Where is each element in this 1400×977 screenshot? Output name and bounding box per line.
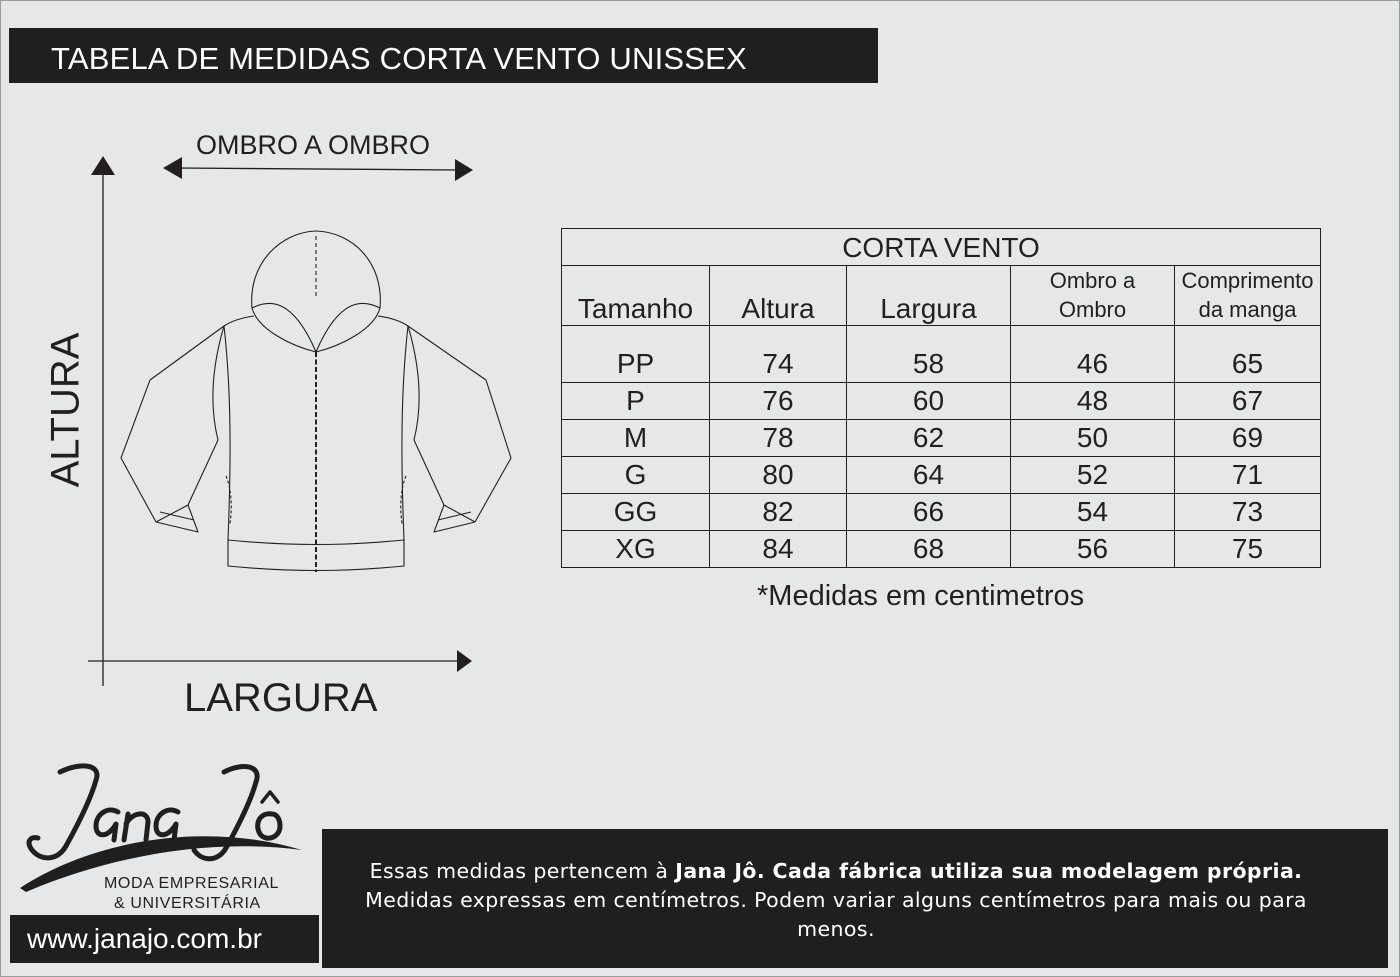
- width-label: LARGURA: [184, 676, 378, 720]
- website-banner: [10, 915, 319, 963]
- brand-tagline-2: & UNIVERSITÁRIA: [114, 895, 261, 912]
- width-cell: 60: [847, 383, 1011, 420]
- col-size-header: Tamanho: [562, 266, 710, 326]
- sleeve-cell: 71: [1175, 457, 1321, 494]
- sleeve-cell: 67: [1175, 383, 1321, 420]
- sleeve-cell: 69: [1175, 420, 1321, 457]
- col-width-header: Largura: [847, 266, 1011, 326]
- shoulder-cell: 52: [1011, 457, 1175, 494]
- height-cell: 80: [710, 457, 847, 494]
- width-arrow-head: [457, 650, 472, 672]
- width-cell: 58: [847, 326, 1011, 383]
- width-cell: 64: [847, 457, 1011, 494]
- size-table: [561, 228, 1321, 568]
- width-cell: 62: [847, 420, 1011, 457]
- table-caption: CORTA VENTO: [562, 229, 1321, 266]
- col-height-header: Altura: [710, 266, 847, 326]
- shoulder-cell: 46: [1011, 326, 1175, 383]
- height-arrow-head: [91, 156, 115, 175]
- height-cell: 76: [710, 383, 847, 420]
- brand-tagline-1: MODA EMPRESARIAL: [104, 875, 279, 892]
- height-label: ALTURA: [43, 332, 88, 488]
- table-row: [562, 494, 1321, 531]
- shoulder-arrow-right-head: [455, 159, 473, 181]
- sleeve-cell: 75: [1175, 531, 1321, 568]
- width-cell: 66: [847, 494, 1011, 531]
- disclaimer-panel: [322, 829, 1388, 968]
- height-cell: 78: [710, 420, 847, 457]
- shoulder-cell: 48: [1011, 383, 1175, 420]
- col-shoulder-header: Ombro a Ombro: [1011, 266, 1175, 326]
- size-cell: M: [562, 420, 710, 457]
- table-row: [562, 457, 1321, 494]
- table-row: [562, 531, 1321, 568]
- table-row: [562, 420, 1321, 457]
- sleeve-cell: 73: [1175, 494, 1321, 531]
- shoulder-cell: 56: [1011, 531, 1175, 568]
- website-url: www.janajo.com.br: [27, 923, 262, 954]
- shoulder-label: OMBRO A OMBRO: [196, 130, 431, 160]
- sleeve-cell: 65: [1175, 326, 1321, 383]
- page-title: TABELA DE MEDIDAS CORTA VENTO UNISSEX: [51, 41, 747, 76]
- disclaimer-text: Essas medidas pertencem à Jana Jô. Cada fábrica utiliza sua modelagem própria. Medidas expressas em centímetros. Podem variar alguns centímetros para mais ou para menos.: [365, 859, 1307, 941]
- table-row: [562, 383, 1321, 420]
- size-cell: PP: [562, 326, 710, 383]
- table-row: [562, 326, 1321, 383]
- col-sleeve-header: Comprimento da manga: [1175, 266, 1321, 326]
- disclaimer-bold: Jana Jô. Cada fábrica utiliza sua modelagem própria.: [675, 859, 1303, 883]
- height-cell: 82: [710, 494, 847, 531]
- table-header-row: [562, 266, 1321, 326]
- size-cell: G: [562, 457, 710, 494]
- shoulder-cell: 50: [1011, 420, 1175, 457]
- shoulder-arrow-left-head: [163, 157, 182, 179]
- shoulder-arrow-line: [175, 168, 460, 170]
- units-note: *Medidas em centimetros: [757, 580, 1085, 612]
- width-cell: 68: [847, 531, 1011, 568]
- size-cell: GG: [562, 494, 710, 531]
- size-cell: P: [562, 383, 710, 420]
- size-cell: XG: [562, 531, 710, 568]
- height-cell: 84: [710, 531, 847, 568]
- shoulder-cell: 54: [1011, 494, 1175, 531]
- height-cell: 74: [710, 326, 847, 383]
